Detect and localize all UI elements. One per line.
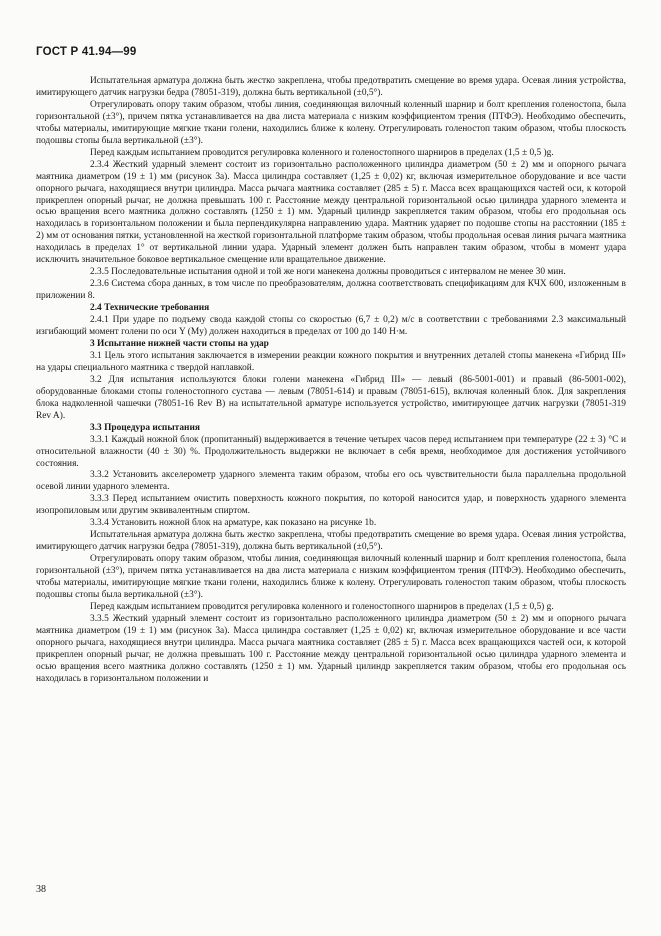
section-heading: 3.3 Процедура испытания <box>90 422 200 433</box>
paragraph: 3.2 Для испытания используются блоки голени манекена «Гибрид III» — левый (86-5001-001) и правый (86-5001-002), оборудованные блоками стопы голеностопного сустава — левым (78051-614) и правым (78051-615), включая коленный блок. Для закрепления блока надколенной чашечки (78051-16 Rev В) на испытательной арматуре используется устройство, имитирующее датчик нагрузки (78051-319 Rev A). <box>36 374 626 421</box>
paragraph: 3.3.2 Установить акселерометр ударного элемента таким образом, чтобы его ось чувствительности была параллельна продольной осевой линии ударного элемента. <box>36 470 626 493</box>
paragraph: 3.3.4 Установить ножной блок на арматуре, как показано на рисунке 1b. <box>90 518 377 529</box>
paragraph: 2.4.1 При ударе по подъему свода каждой стопы со скоростью (6,7 ± 0,2) м/с в соответствии с требованиями 2.3 максимальный изгибающий момент голени по оси Y (My) должен находиться в пределах от 100 до 140 Н·м. <box>36 315 626 338</box>
paragraph: Перед каждым испытанием проводится регулировка коленного и голеностопного шарниров в пределах (1,5 ± 0,5 )g. <box>90 147 554 158</box>
paragraph: 2.3.4 Жесткий ударный элемент состоит из горизонтально расположенного цилиндра диаметром (50 ± 2) мм и опорного рычага маятника диаметром (19 ± 1) мм (рисунок 3а). Масса цилиндра составляет (1,25 ± 0,02) кг, включая измерительное оборудование и все части опорного рычага, находящиеся внутри цилиндра. Масса рычага маятника составляет (285 ± 5) г. Масса всех вращающихся частей оси, к которой прикреплен опорный рычаг, не должна превышать 100 г. Расстояние между центральной горизонтальной осью цилиндра ударного элемента и осью вращения всего маятника должно составлять (1250 ± 1) мм. Ударный цилиндр закрепляется таким образом, чтобы его продольная ось находилась в горизонтальном положении и была перпендикулярна направлению удара. Маятник ударяет по подошве стопы на расстоянии (185 ± 2) мм от основания пятки, установленной на жесткой горизонтальной платформе таким образом, чтобы продольная осевая линия рычага маятника находилась в пределах 1° от вертикальной линии удара. Ударный элемент должен быть направлен таким образом, чтобы в момент удара исключить значительное боковое вертикальное смещение или вращательное движение. <box>36 159 626 266</box>
paragraph: 3.3.1 Каждый ножной блок (пропитанный) выдерживается в течение четырех часов перед испытанием при температуре (22 ± 3) °С и относительной влажности (40 ± 30) %. Продолжительность выдержки не включает в себя время, необходимое для достижения устойчивого состояния. <box>36 434 626 469</box>
paragraph: Отрегулировать опору таким образом, чтобы линия, соединяющая вилочный коленный шарнир и болт крепления голеностопа, была горизонтальной (±3°), причем пятка устанавливается на два листа материала с низким коэффициентом трения (ПТФЭ). Необходимо обеспечить, чтобы материалы, имитирующие мягкие ткани голени, находились ближе к колену. Отрегулировать голеностоп таким образом, чтобы плоскость подошвы стопы была вертикальной (±3°). <box>36 554 626 600</box>
paragraph: 2.3.5 Последовательные испытания одной и той же ноги манекена должны проводиться с интервалом не менее 30 мин. <box>90 267 566 278</box>
paragraph: 3.3.3 Перед испытанием очистить поверхность кожного покрытия, по которой наносится удар, и поверхность ударного элемента изопропиловым или другим эквивалентным спиртом. <box>36 494 626 517</box>
page-number: 38 <box>36 884 46 895</box>
paragraph: 3.1 Цель этого испытания заключается в измерении реакции кожного покрытия и внутренних деталей стопы манекена «Гибрид III» на удары специального маятника с твердой наплавкой. <box>36 350 626 373</box>
paragraph: Отрегулировать опору таким образом, чтобы линия, соединяющая вилочный коленный шарнир и болт крепления голеностопа, была горизонтальной (±3°), причем пятка устанавливается на два листа материала с низким коэффициентом трения (ПТФЭ). Необходимо обеспечить, чтобы материалы, имитирующие мягкие ткани голени, находились ближе к колену. Отрегулировать голеностоп таким образом, чтобы плоскость подошвы стопы была вертикальной (±3°). <box>36 99 626 146</box>
paragraph: Перед каждым испытанием проводится регулировка коленного и голеностопного шарниров в пределах (1,5 ± 0,5) g. <box>90 601 554 612</box>
paragraph: Испытательная арматура должна быть жестко закреплена, чтобы предотвратить смещение во время удара. Осевая линия устройства, имитирующего датчик нагрузки бедра (78051-319), должна быть вертикальной (±0,5°). <box>36 76 626 98</box>
paragraph: 2.3.6 Система сбора данных, в том числе по преобразователям, должна соответствовать спецификациям для КЧХ 600, изложенным в приложении 8. <box>36 279 626 302</box>
section-heading: 3 Испытание нижней части стопы на удар <box>90 338 269 349</box>
document-header: ГОСТ Р 41.94—99 <box>36 46 137 58</box>
document-body <box>36 76 626 686</box>
paragraph: 3.3.5 Жесткий ударный элемент состоит из горизонтально расположенного цилиндра диаметром (50 ± 2) мм и опорного рычага маятника диаметром (19 ± 1) мм (рисунок 3а). Масса цилиндра составляет (1,25 ± 0,02) кг, включая измерительное оборудование и все части опорного рычага, находящиеся внутри цилиндра. Масса рычага маятника составляет (285 ± 5) г. Масса всех вращающихся частей оси, к которой прикреплен опорный рычаг, не должна превышать 100 г. Расстояние между центральной горизонтальной осью цилиндра ударного элемента и осью вращения всего маятника должно составлять (1250 ± 1) мм. Ударный цилиндр закрепляется таким образом, чтобы его продольная ось находилась в горизонтальном положении и <box>36 613 626 684</box>
section-heading: 2.4 Технические требования <box>90 303 210 314</box>
paragraph: Испытательная арматура должна быть жестко закреплена, чтобы предотвратить смещение во время удара. Осевая линия устройства, имитирующего датчик нагрузки бедра (78051-319), должна быть вертикальной (±0,5°). <box>36 530 626 553</box>
